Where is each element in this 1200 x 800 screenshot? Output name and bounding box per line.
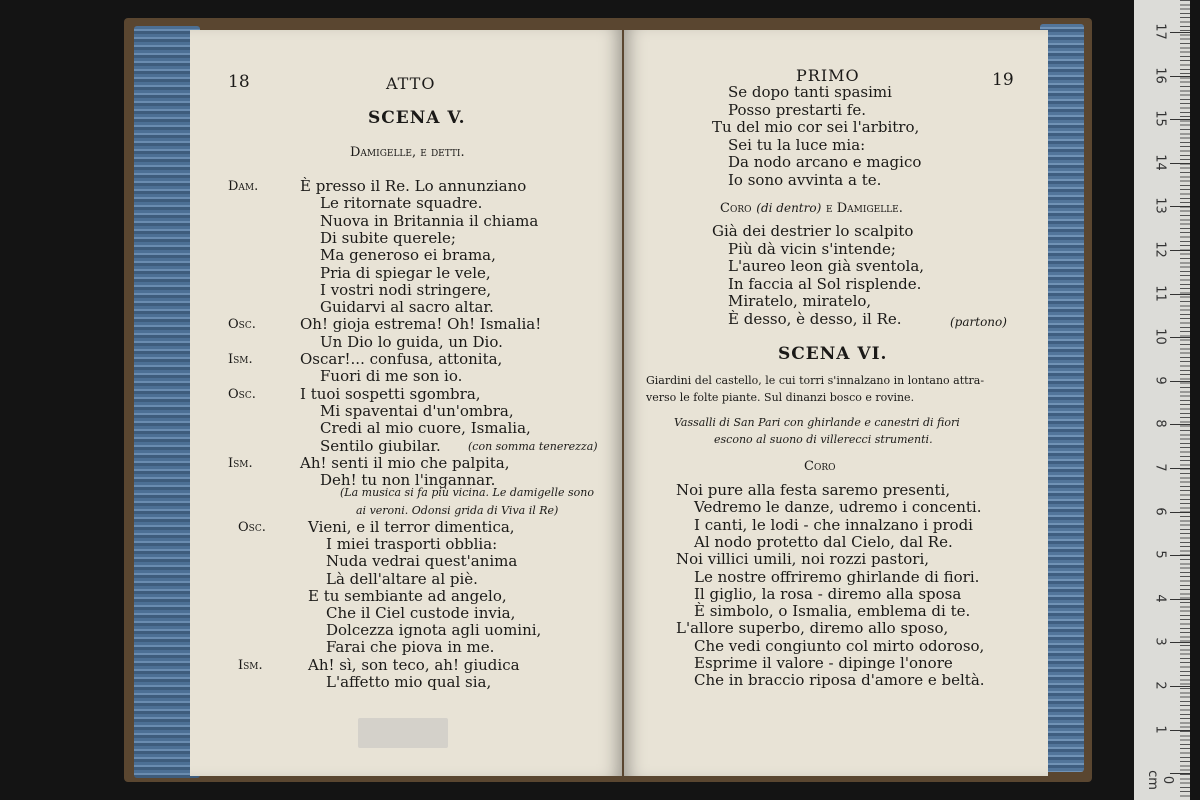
chorus-heading: Coro (di dentro) e Damigelle. <box>720 201 903 216</box>
verse-line: È simbolo, o Ismalia, emblema di te. <box>694 602 971 621</box>
verse-line: Nuova in Britannia il chiama <box>320 211 539 230</box>
verse-line: Più dà vicin s'intende; <box>728 239 896 258</box>
verse-line: Sentilo giubilar. <box>320 436 441 455</box>
ruler-number: 12 <box>1152 241 1168 258</box>
speaker-name: Osc. <box>228 386 256 402</box>
verse-line: Che in braccio riposa d'amore e beltà. <box>694 671 985 690</box>
verse-line: Un Dio lo guida, un Dio. <box>320 332 503 351</box>
ruler-number: 8 <box>1152 419 1168 429</box>
verse-line: Farai che piova in me. <box>326 638 495 657</box>
ruler-number: 5 <box>1152 550 1168 559</box>
verse-line: I tuoi sospetti sgombra, <box>300 384 481 403</box>
ruler-tick <box>1170 468 1190 469</box>
verse-line: In faccia al Sol risplende. <box>728 274 922 293</box>
ruler-number: 4 <box>1152 594 1168 603</box>
ruler-number: 17 <box>1152 23 1168 40</box>
verse-line: Vieni, e il terror dimentica, <box>308 518 515 536</box>
ruler-tick <box>1170 686 1190 687</box>
ruler-tick <box>1170 512 1190 513</box>
verse-line: Di subite querele; <box>320 228 456 247</box>
verse-line: Le ritornate squadre. <box>320 194 483 213</box>
speaker-name: Ism. <box>238 657 263 673</box>
speaker-name: Dam. <box>228 179 259 194</box>
verse-line: Guidarvi al sacro altar. <box>320 298 494 317</box>
stage-direction: (con somma tenerezza) <box>468 439 598 453</box>
verse-line: Esprime il valore - dipinge l'onore <box>694 654 953 672</box>
verse-line: Fuori di me son io. <box>320 367 463 386</box>
ruler-tick <box>1170 424 1190 425</box>
ruler-number: 6 <box>1152 506 1168 516</box>
ruler-tick <box>1170 599 1190 600</box>
ruler-number: 2 <box>1152 681 1168 690</box>
verse-line: Là dell'altare al piè. <box>326 569 478 588</box>
ruler-number: 11 <box>1152 284 1168 302</box>
verse-line: L'aureo leon già sventola, <box>728 257 925 276</box>
verse-line: L'affetto mio qual sia, <box>326 672 492 691</box>
verse-line: Già dei destrier lo scalpito <box>712 222 914 240</box>
stage-direction: (La musica si fa più vicina. Le damigelle sono <box>340 486 594 499</box>
verse-line: Noi pure alla festa saremo presenti, <box>676 481 951 499</box>
ruler-number: 14 <box>1152 154 1168 171</box>
ruler-tick <box>1170 337 1190 338</box>
stage-direction: ai veroni. Odonsi grida di Viva il Re) <box>356 504 559 517</box>
verse-line: I miei trasporti obblia: <box>326 535 498 554</box>
ruler-tick <box>1170 119 1190 120</box>
ruler-tick <box>1170 730 1190 731</box>
verse-line: Oh! gioja estrema! Oh! Ismalia! <box>300 315 542 334</box>
verse-line: Se dopo tanti spasimi <box>728 83 892 101</box>
ruler-tick <box>1170 32 1190 33</box>
running-head: ATTO <box>386 74 436 93</box>
ruler-number: 13 <box>1152 197 1168 215</box>
verse-line: Io sono avvinta a te. <box>728 171 882 189</box>
verse-line: Miratelo, miratelo, <box>728 292 872 311</box>
verse-line: L'allore superbo, diremo allo sposo, <box>676 619 949 638</box>
speaker-name: Osc. <box>238 520 266 535</box>
speaker-name: Ism. <box>228 352 253 367</box>
ruler-tick <box>1170 773 1190 774</box>
verse-line: Credi al mio cuore, Ismalia, <box>320 419 531 438</box>
ruler-number: 10 <box>1152 328 1168 345</box>
ruler-number: 0 cm <box>1145 770 1175 791</box>
verse-line: Vedremo le danze, udremo i concenti. <box>694 498 982 517</box>
scene-title: SCENA VI. <box>778 344 888 364</box>
scene-title: SCENA V. <box>368 108 466 128</box>
ruler-tick <box>1170 381 1190 382</box>
verse-line: I vostri nodi stringere, <box>320 280 492 299</box>
ruler-tick <box>1170 642 1190 643</box>
ruler-tick <box>1170 76 1190 77</box>
verse-line: Deh! tu non l'ingannar. <box>320 471 496 490</box>
ruler-number: 15 <box>1152 110 1168 127</box>
library-stamp <box>358 718 448 748</box>
right-page <box>624 30 1048 776</box>
verse-line: È presso il Re. Lo annunziano <box>300 177 527 195</box>
speaker-name: Ism. <box>228 455 253 471</box>
verse-line: Al nodo protetto dal Cielo, dal Re. <box>694 532 953 551</box>
verse-line: E tu sembiante ad angelo, <box>308 586 507 605</box>
speaker-name: Osc. <box>228 317 256 333</box>
verse-line: Posso prestarti fe. <box>728 100 866 119</box>
page-number: 18 <box>228 72 250 92</box>
verse-line: Noi villici umili, noi rozzi pastori, <box>676 550 930 569</box>
verse-line: Da nodo arcano e magico <box>728 153 922 172</box>
ruler-tick <box>1170 206 1190 207</box>
verse-line: Tu del mio cor sei l'arbitro, <box>712 118 920 137</box>
verse-line: Pria di spiegar le vele, <box>320 263 491 282</box>
cast-line: Damigelle, e detti. <box>350 145 465 160</box>
ruler-tick <box>1170 163 1190 164</box>
page-number: 19 <box>992 70 1014 90</box>
exit-direction: (partono) <box>950 315 1007 329</box>
ruler-number: 16 <box>1152 66 1168 84</box>
verse-line: Oscar!... confusa, attonita, <box>300 350 503 368</box>
verse-line: Dolcezza ignota agli uomini, <box>326 621 542 640</box>
verse-line: Ma generoso ei brama, <box>320 246 496 265</box>
setting-description: Giardini del castello, le cui torri s'innalzano in lontano attra- <box>646 374 985 387</box>
ruler-number: 7 <box>1152 463 1168 472</box>
ruler-number: 3 <box>1152 637 1168 647</box>
verse-line: È desso, è desso, il Re. <box>728 310 902 328</box>
ruler-tick <box>1170 294 1190 295</box>
running-head: PRIMO <box>796 66 860 85</box>
chorus-heading: Coro <box>804 459 836 474</box>
ruler-number: 1 <box>1152 724 1168 734</box>
verse-line: Che il Ciel custode invia, <box>326 604 516 622</box>
setting-description: verso le folte piante. Sul dinanzi bosco e rovine. <box>646 391 915 404</box>
verse-line: Che vedi congiunto col mirto odoroso, <box>694 636 985 655</box>
ruler-number: 9 <box>1152 376 1168 385</box>
verse-line: Sei tu la luce mia: <box>728 135 866 154</box>
verse-line: I canti, le lodi - che innalzano i prodi <box>694 515 973 534</box>
left-page <box>190 30 622 776</box>
ruler-tick <box>1170 250 1190 251</box>
verse-line: Le nostre offriremo ghirlande di fiori. <box>694 567 980 586</box>
verse-line: Il giglio, la rosa - diremo alla sposa <box>694 584 962 603</box>
verse-line: Nuda vedrai quest'anima <box>326 552 518 571</box>
verse-line: Ah! sì, son teco, ah! giudica <box>308 655 520 674</box>
entrance-direction: escono al suono di villerecci strumenti. <box>714 433 933 446</box>
verse-line: Mi spaventai d'un'ombra, <box>320 401 514 420</box>
verse-line: Ah! senti il mio che palpita, <box>300 453 510 472</box>
ruler-tick <box>1170 555 1190 556</box>
entrance-direction: Vassalli di San Pari con ghirlande e canestri di fiori <box>674 416 960 429</box>
